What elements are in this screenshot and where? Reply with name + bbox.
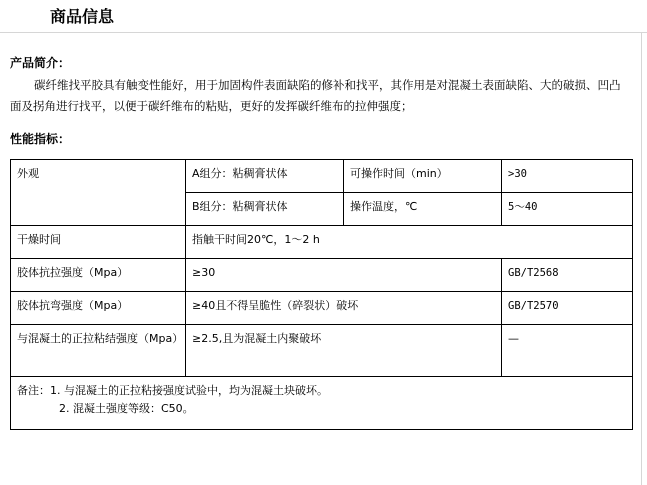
dry-time-label: 干燥时间 xyxy=(11,226,186,259)
notes-cell xyxy=(11,377,633,430)
table-row xyxy=(11,377,633,430)
intro-text: 碳纤维找平胶具有触变性能好，用于加固构件表面缺陷的修补和找平，其作用是对混凝土表面缺陷、大的破损、凹凸面及拐角进行找平，以便于碳纤维布的粘贴，更好的发挥碳纤维布的拉伸强度； xyxy=(10,78,621,113)
table-row xyxy=(11,259,633,292)
bond-strength-standard: — xyxy=(502,325,633,377)
operable-time-label: 可操作时间（min） xyxy=(344,160,502,193)
note-line-2: 2. 混凝土强度等级：C50。 xyxy=(59,402,194,415)
tensile-strength-standard: GB/T2568 xyxy=(502,259,633,292)
operable-time-value: >30 xyxy=(502,160,633,193)
bond-strength-value: ≥2.5,且为混凝土内聚破坏 xyxy=(186,325,502,377)
right-border xyxy=(641,32,642,485)
page-title: 商品信息 xyxy=(50,7,115,26)
bending-strength-standard: GB/T2570 xyxy=(502,292,633,325)
bending-strength-value: ≥40且不得呈脆性（碎裂状）破坏 xyxy=(186,292,502,325)
operating-temp-label: 操作温度，℃ xyxy=(344,193,502,226)
b-component-cell: B组分：粘稠膏状体 xyxy=(186,193,344,226)
table-row xyxy=(11,325,633,377)
appearance-label: 外观 xyxy=(11,160,186,226)
performance-heading: 性能指标： xyxy=(10,132,71,146)
table-row xyxy=(11,160,633,193)
table-row xyxy=(11,226,633,259)
title-divider xyxy=(0,32,647,33)
performance-table xyxy=(10,159,633,430)
dry-time-value: 指触干时间20℃，1～2 h xyxy=(186,226,633,259)
tensile-strength-value: ≥30 xyxy=(186,259,502,292)
tensile-strength-label: 胶体抗拉强度（Mpa） xyxy=(11,259,186,292)
a-component-cell: A组分：粘稠膏状体 xyxy=(186,160,344,193)
operating-temp-value: 5～40 xyxy=(502,193,633,226)
bond-strength-label: 与混凝土的正拉粘结强度（Mpa） xyxy=(11,325,186,377)
table-row xyxy=(11,292,633,325)
intro-heading: 产品简介： xyxy=(10,56,71,70)
note-line-1: 备注：1. 与混凝土的正拉粘接强度试验中，均为混凝土块破坏。 xyxy=(17,384,328,397)
bending-strength-label: 胶体抗弯强度（Mpa） xyxy=(11,292,186,325)
